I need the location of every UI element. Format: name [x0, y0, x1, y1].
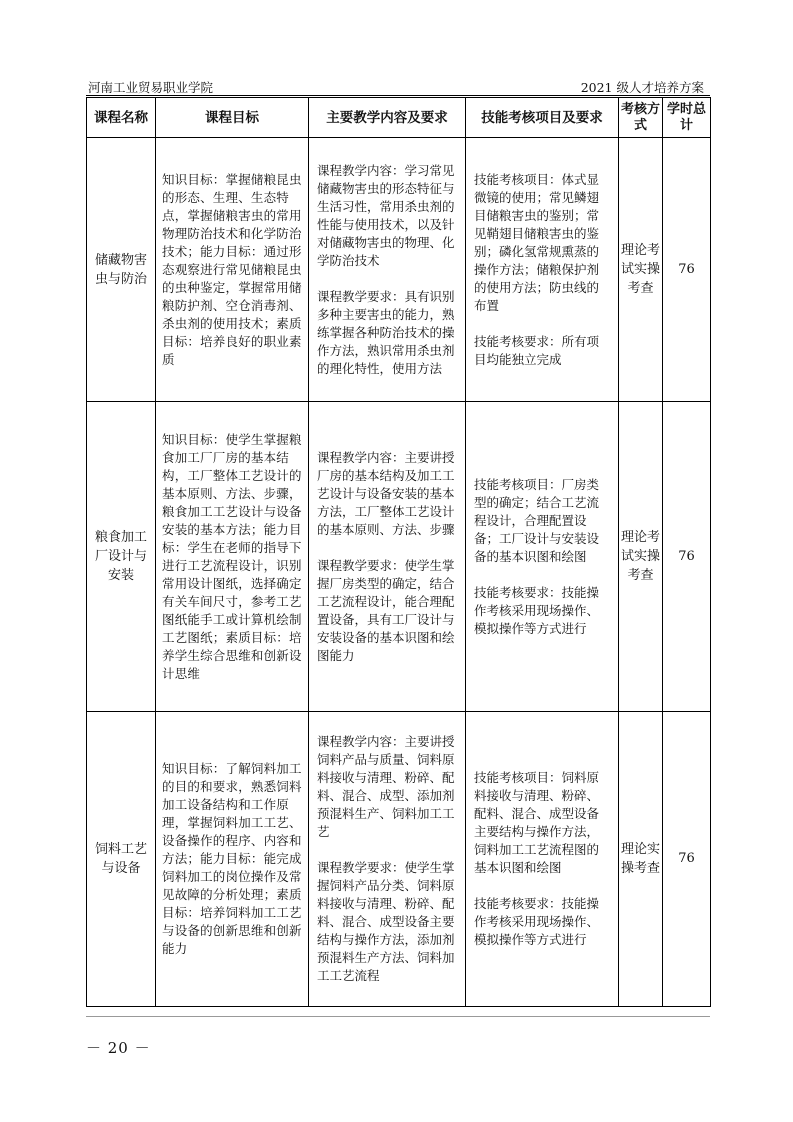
page-number: － 20 －	[86, 1039, 151, 1057]
total-hours-cell: 76	[663, 712, 711, 1007]
total-hours-cell: 76	[663, 402, 711, 712]
assessment-method-cell: 理论实操考查	[619, 712, 663, 1007]
course-goal-text: 知识目标：了解饲料加工的目的和要求，熟悉饲料加工设备结构和工作原理，掌握饲料加工工艺、设备操作的程序、内容和方法；能力目标：能完成饲料加工的岗位操作及常见故障的分析处理；素质目标：培养饲料加工工艺与设备的创新思维和创新能力	[162, 761, 302, 956]
skill-assessment-cell	[466, 402, 619, 712]
teaching-content-cell	[309, 402, 466, 712]
course-name-cell: 储藏物害虫与防治	[87, 138, 156, 402]
skill-assessment-requirement-text: 技能考核要求：技能操作考核采用现场操作、模拟操作等方式进行	[474, 584, 600, 636]
teaching-content-cell	[309, 712, 466, 1007]
course-name-cell: 粮食加工厂设计与安装	[87, 402, 156, 712]
course-goal-cell	[156, 402, 309, 712]
skill-assessment-cell	[466, 138, 619, 402]
header-institution: 河南工业贸易职业学院	[88, 80, 214, 95]
course-goal-cell	[156, 712, 309, 1007]
teaching-requirement-text: 课程教学要求：使学生掌握厂房类型的确定，结合工艺流程设计，能合理配置设备，具有工厂设计与安装设备的基本识图和绘图能力	[317, 557, 455, 663]
footer-rule	[86, 1016, 710, 1017]
column-header-course-goal: 课程目标	[156, 98, 309, 138]
total-hours-cell: 76	[663, 138, 711, 402]
course-goal-cell	[156, 138, 309, 402]
assessment-method-cell: 理论考试实操考查	[619, 402, 663, 712]
skill-assessment-items-text: 技能考核项目：厂房类型的确定；结合工艺流程设计，合理配置设备；工厂设计与安装设备的基本识图和绘图	[474, 476, 600, 564]
column-header-assessment-method: 考核方式	[619, 98, 663, 138]
teaching-requirement-text: 课程教学要求：具有识别多种主要害虫的能力，熟练掌握各种防治技术的操作方法，熟识常用杀虫剂的理化特性，使用方法	[317, 288, 455, 376]
page-header	[86, 76, 706, 96]
course-table	[86, 97, 711, 1007]
teaching-content-text: 课程教学内容：学习常见储藏物害虫的形态特征与生活习性，常用杀虫剂的性能与使用技术，以及针对储藏物害虫的物理、化学防治技术	[317, 162, 455, 268]
assessment-method-cell: 理论考试实操考查	[619, 138, 663, 402]
skill-assessment-cell	[466, 712, 619, 1007]
skill-assessment-items-text: 技能考核项目：体式显微镜的使用；常见鳞翅目储粮害虫的鉴别；常见鞘翅目储粮害虫的鉴别；磷化氢常规熏蒸的操作方法；储粮保护剂的使用方法；防虫线的布置	[474, 171, 600, 313]
table-row	[87, 712, 711, 1007]
table-header-row	[87, 98, 711, 138]
table-row	[87, 402, 711, 712]
column-header-teaching-content: 主要教学内容及要求	[309, 98, 466, 138]
header-rule	[86, 95, 710, 96]
column-header-skill-assessment: 技能考核项目及要求	[466, 98, 619, 138]
course-name-cell: 饲料工艺与设备	[87, 712, 156, 1007]
teaching-content-text: 课程教学内容：主要讲授饲料产品与质量、饲料原料接收与清理、粉碎、配料、混合、成型、添加剂预混料生产、饲料加工工艺	[317, 734, 455, 839]
column-header-total-hours: 学时总计	[663, 98, 711, 138]
skill-assessment-requirement-text: 技能考核要求：所有项目均能独立完成	[474, 333, 600, 367]
teaching-content-cell	[309, 138, 466, 402]
skill-assessment-items-text: 技能考核项目：饲料原料接收与清理、粉碎、配料、混合、成型设备主要结构与操作方法，饲料加工工艺流程图的基本识图和绘图	[474, 770, 600, 875]
table-row	[87, 138, 711, 402]
teaching-content-text: 课程教学内容：主要讲授厂房的基本结构及加工工艺设计与设备安装的基本方法，工厂整体工艺设计的基本原则、方法、步骤	[317, 449, 455, 537]
teaching-requirement-text: 课程教学要求：使学生掌握饲料产品分类、饲料原料接收与清理、粉碎、配料、混合、成型设备主要结构与操作方法，添加剂预混料生产方法、饲料加工工艺流程	[317, 860, 455, 983]
skill-assessment-requirement-text: 技能考核要求：技能操作考核采用现场操作、模拟操作等方式进行	[474, 896, 600, 947]
column-header-course-name: 课程名称	[87, 98, 156, 138]
course-goal-text: 知识目标：使学生掌握粮食加工厂厂房的基本结构，工厂整体工艺设计的基本原则、方法、步骤，粮食加工工艺设计与设备安装的基本方法；能力目标：学生在老师的指导下进行工艺流程设计，识别常用设计图纸，选择确定有关车间尺寸，参考工艺图纸能手工或计算机绘制工艺图纸；素质目标：培养学生综合思维和创新设计思维	[162, 431, 302, 681]
header-document-title: 2021 级人才培养方案	[580, 80, 704, 95]
course-goal-text: 知识目标：掌握储粮昆虫的形态、生理、生态特点，掌握储粮害虫的常用物理防治技术和化学防治技术；能力目标：通过形态观察进行常见储粮昆虫的虫种鉴定，掌握常用储粮防护剂、空仓消毒剂、杀虫剂的使用技术；素质目标：培养良好的职业素质	[162, 171, 302, 367]
